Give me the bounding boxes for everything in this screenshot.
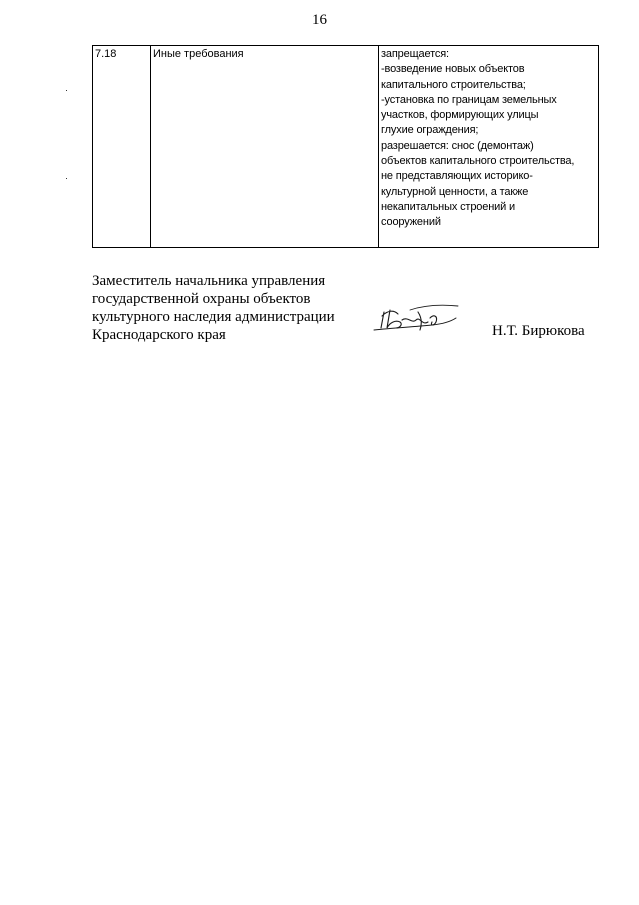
row-name-cell: Иные требования	[151, 46, 379, 248]
value-line: участков, формирующих улицы	[381, 109, 539, 122]
row-number-cell: 7.18	[93, 46, 151, 248]
margin-mark	[66, 178, 67, 179]
value-line: глухие ограждения;	[381, 124, 479, 137]
value-line: капитального строительства;	[381, 78, 526, 91]
position-line: государственной охраны объектов	[92, 291, 311, 307]
table-row	[93, 46, 599, 248]
position-line: Заместитель начальника управления	[92, 273, 326, 289]
handwritten-signature	[372, 298, 464, 338]
position-line: Краснодарского края	[92, 327, 226, 343]
value-line: -установка по границам земельных	[381, 93, 557, 106]
signer-name: Н.Т. Бирюкова	[492, 323, 585, 339]
margin-mark	[66, 90, 67, 91]
value-line: объектов капитального строительства,	[381, 155, 575, 168]
row-value-cell	[379, 46, 599, 248]
requirements-table	[92, 45, 599, 248]
value-line: культурной ценности, а также	[381, 185, 529, 198]
page-number: 16	[312, 12, 327, 28]
value-line: некапитальных строений и	[381, 200, 516, 213]
value-line: -возведение новых объектов	[381, 63, 525, 76]
value-line: сооружений	[381, 216, 441, 229]
value-line: не представляющих историко-	[381, 170, 533, 183]
value-line: запрещается:	[381, 48, 449, 60]
position-line: культурного наследия администрации	[92, 309, 335, 325]
value-line: разрешается: снос (демонтаж)	[381, 139, 534, 152]
signatory-position	[92, 272, 335, 344]
